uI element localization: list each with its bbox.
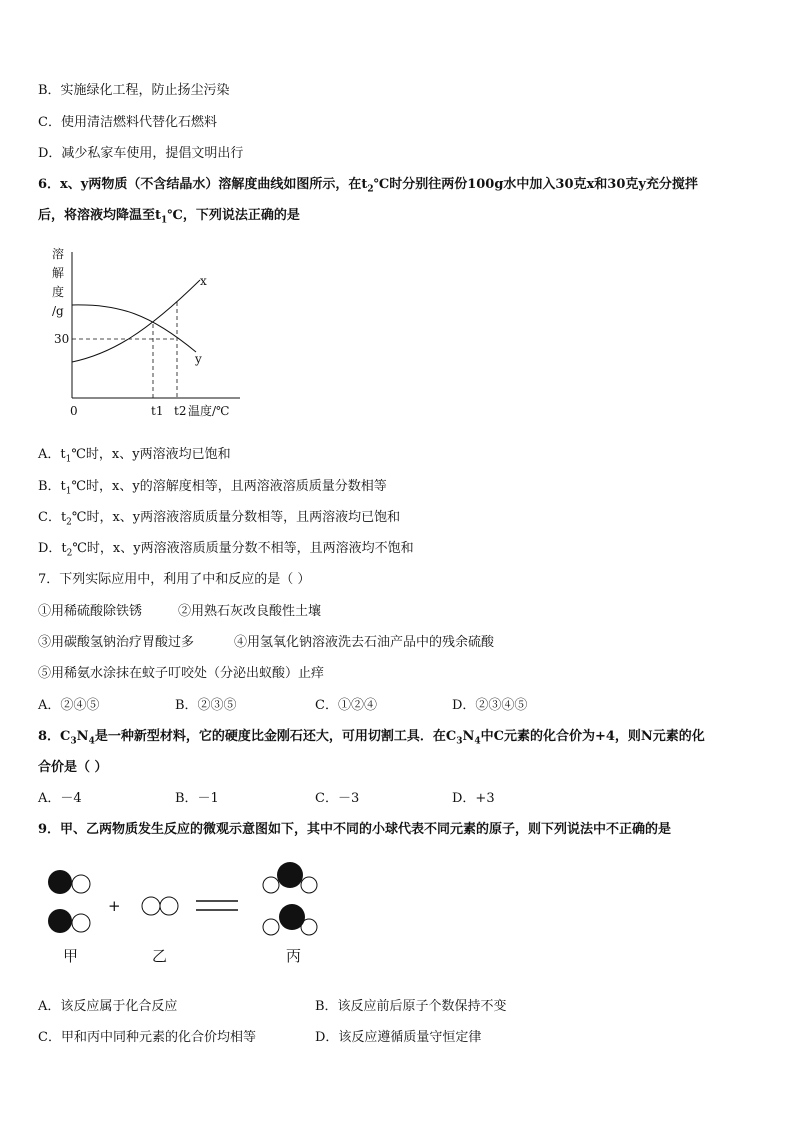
q6-option-a: A．$t_1℃$时，x、y两溶液均已饱和: [38, 447, 231, 465]
q6-stem-line2: 后，将溶液均降温至$t_1℃$，下列说法正确的是: [38, 208, 300, 226]
q6-stem-line1: 6．x、y两物质（不含结晶水）溶解度曲线如图所示，在$t_2℃$时分别往两份100g水中加入30克x和30克y充分搅拌: [38, 177, 698, 195]
plus-sign: +: [108, 897, 121, 915]
q7-item-3: ③用碳酸氢钠治疗胃酸过多: [38, 635, 195, 650]
label-yi: 乙: [152, 947, 168, 965]
q7-option-d: D．②③④⑤: [452, 698, 528, 713]
q7-option-c: C．①②④: [315, 698, 377, 713]
q8-option-a: A．－4: [38, 791, 82, 806]
q7-item-4: ④用氢氧化钠溶液洗去石油产品中的残余硫酸: [234, 635, 495, 650]
q7-option-a: A．②④⑤: [38, 698, 100, 713]
q8-option-c: C．－3: [315, 791, 360, 806]
graph-t1-label: t1: [151, 404, 164, 418]
molecule-bing-1: [263, 862, 317, 893]
q5-option-d: D．减少私家车使用，提倡文明出行: [38, 146, 244, 161]
q7-item-1: ①用稀硫酸除铁锈: [38, 604, 143, 619]
q9-option-c: C．甲和丙中同种元素的化合价均相等: [38, 1030, 256, 1045]
label-bing: 丙: [286, 947, 302, 965]
q8-option-b: B．－1: [175, 791, 219, 806]
reaction-micro-diagram: [38, 855, 338, 970]
graph-ylabel-4: /g: [52, 304, 64, 318]
q7-stem: 7．下列实际应用中，利用了中和反应的是（ ）: [38, 572, 311, 587]
graph-y-tick-30: 30: [54, 332, 70, 346]
graph-ylabel-1: 溶: [52, 247, 65, 261]
curve-x-label: x: [200, 274, 207, 288]
q6-option-b: B．$t_1℃$时，x、y的溶解度相等，且两溶液溶质质量分数相等: [38, 479, 387, 497]
q7-item-5: ⑤用稀氨水涂抹在蚊子叮咬处（分泌出蚁酸）止痒: [38, 666, 325, 681]
graph-xlabel: 温度/℃: [188, 404, 230, 418]
label-jia: 甲: [63, 947, 79, 965]
q6-option-c: C．$t_2℃$时，x、y两溶液溶质质量分数相等，且两溶液均已饱和: [38, 510, 401, 528]
q6-option-d: D．$t_2℃$时，x、y两溶液溶质质量分数不相等，且两溶液均不饱和: [38, 541, 414, 559]
curve-y-label: y: [195, 352, 202, 366]
q9-stem: 9．甲、乙两物质发生反应的微观示意图如下，其中不同的小球代表不同元素的原子，则下列说法中不正确的是: [38, 822, 672, 837]
q8-stem-line2: 合价是（ ）: [38, 760, 108, 775]
q7-item-2: ②用熟石灰改良酸性土壤: [178, 604, 322, 619]
graph-ylabel-3: 度: [52, 285, 65, 299]
molecule-yi: [142, 897, 178, 915]
molecule-bing-2: [263, 904, 317, 935]
q9-option-a: A．该反应属于化合反应: [38, 999, 178, 1014]
molecule-jia-1: [48, 870, 90, 894]
curve-x: [72, 280, 200, 362]
q5-option-b: B．实施绿化工程，防止扬尘污染: [38, 83, 230, 98]
graph-ylabel-2: 解: [52, 266, 65, 280]
q7-option-b: B．②③⑤: [175, 698, 237, 713]
solubility-curve-graph: [40, 242, 250, 427]
q9-option-d: D．该反应遵循质量守恒定律: [315, 1030, 482, 1045]
q8-stem-line1: 8．$C_3N_4$是一种新型材料，它的硬度比金刚石还大，可用切割工具．在$C_3N_4$中C元素的化合价为+4，则N元素的化: [38, 729, 705, 747]
molecule-jia-2: [48, 909, 90, 933]
graph-origin-label: 0: [70, 404, 78, 418]
q9-option-b: B．该反应前后原子个数保持不变: [315, 999, 507, 1014]
q8-option-d: D．+3: [452, 791, 495, 806]
graph-t2-label: t2: [174, 404, 187, 418]
q5-option-c: C．使用清洁燃料代替化石燃料: [38, 115, 217, 130]
